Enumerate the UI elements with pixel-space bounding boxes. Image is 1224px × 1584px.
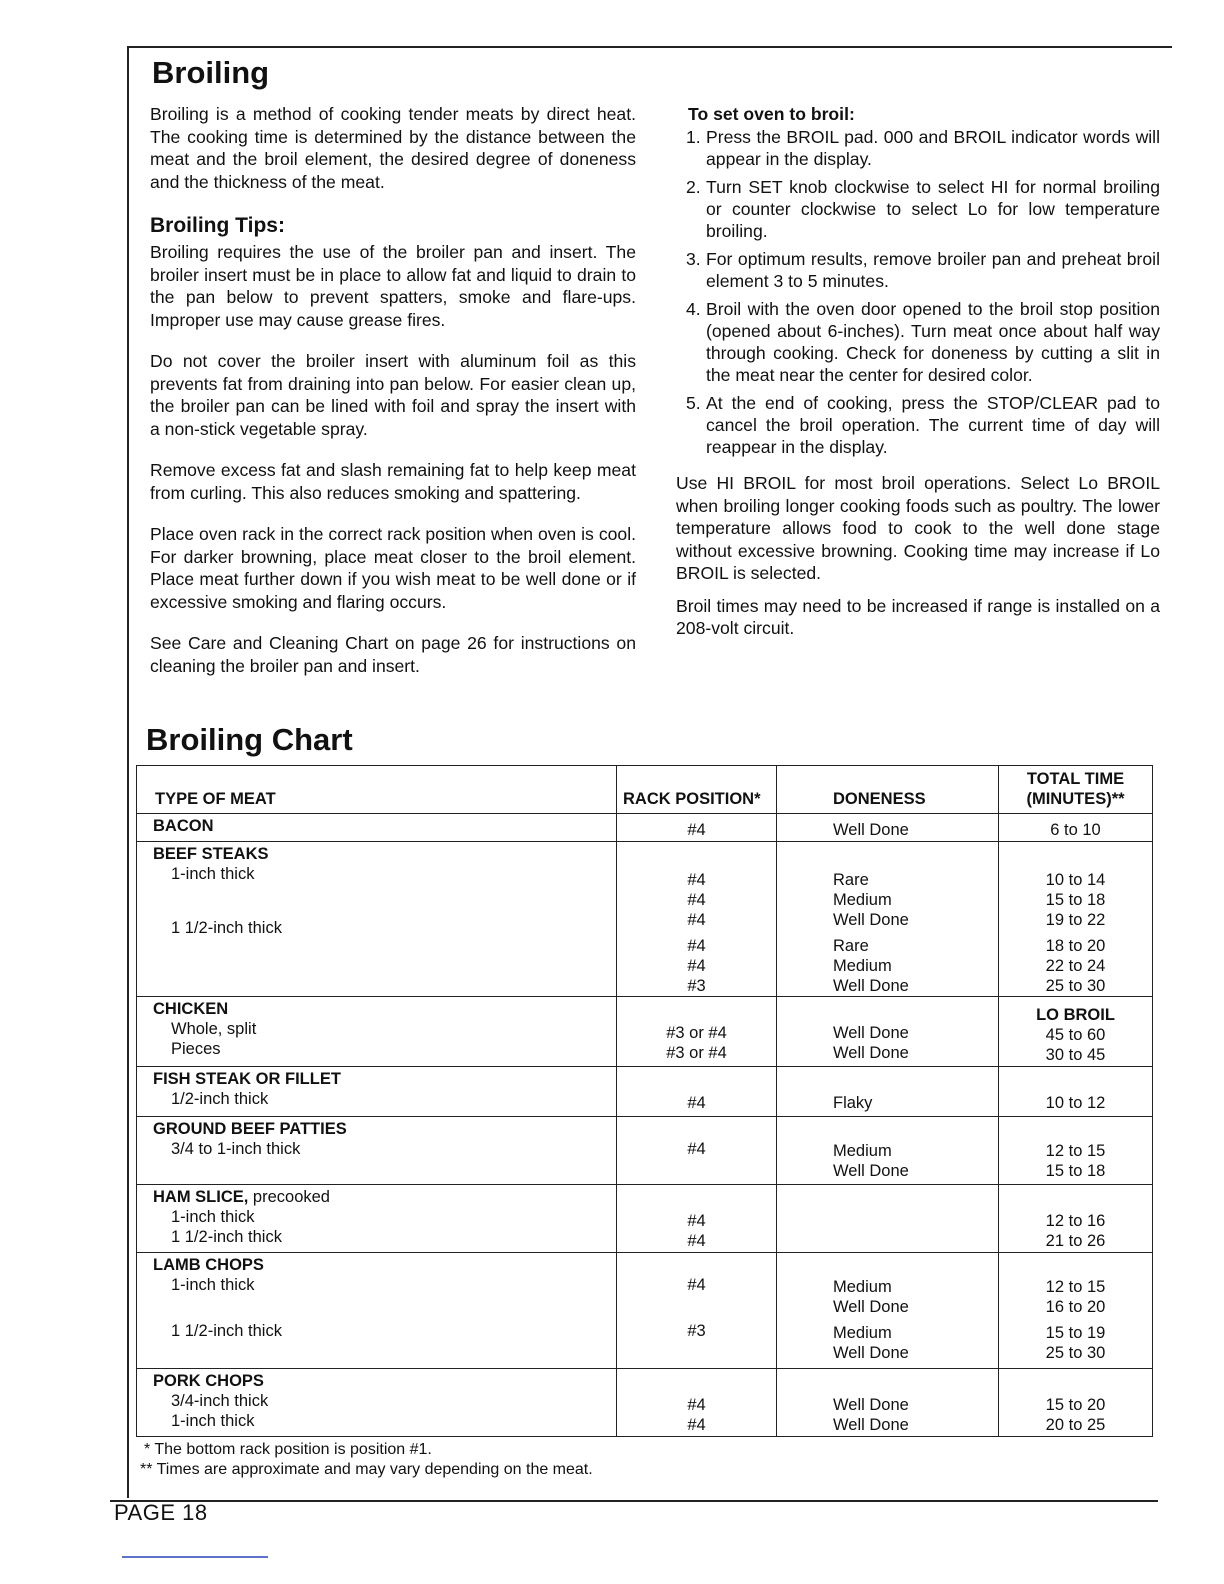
broil-step: 5. At the end of cooking, press the STOP/CLEAR pad to cancel the broil operation. The current time of day will reappear in the display. — [686, 393, 1160, 457]
bottom-rule — [110, 1500, 1158, 1502]
page-link-underline — [122, 1556, 268, 1558]
header-doneness: DONENESS — [777, 766, 999, 814]
broiling-left-column — [150, 103, 636, 677]
left-rule — [127, 46, 129, 1498]
page-number: PAGE 18 — [114, 1500, 208, 1525]
broil-step: 4. Broil with the oven door opened to the broil stop position (opened about 6-inches). Turn meat once about half way through cooking. Check for doneness by cutting a slit in the meat near the center for desired color. — [686, 299, 1160, 385]
broiling-intro: Broiling is a method of cooking tender meats by direct heat. The cooking time is determined by the distance between the meat and the broil element, the desired degree of doneness and the thickness of the meat. — [150, 104, 636, 192]
set-broil-title: To set oven to broil: — [688, 104, 855, 124]
table-header-row — [137, 766, 1153, 814]
broil-step: 2. Turn SET knob clockwise to select HI for normal broiling or counter clockwise to select Lo for low temperature broiling. — [686, 177, 1160, 241]
tip-rack-position: Place oven rack in the correct rack position when oven is cool. For darker browning, place meat closer to the broil element. Place meat further down if you wish meat to be well done or if excessive smoking and flaring occurs. — [150, 524, 636, 612]
broil-steps — [676, 126, 1160, 458]
table-row-chicken: CHICKEN Whole, split Pieces #3 or #4 #3 or #4 Well Done Well Done LO BROIL 45 to 60 30 to 45 — [137, 997, 1153, 1067]
voltage-note: Broil times may need to be increased if range is installed on a 208-volt circuit. — [676, 595, 1160, 638]
broil-step: 3. For optimum results, remove broiler pan and preheat broil element 3 to 5 minutes. — [686, 249, 1160, 291]
top-rule — [128, 46, 1172, 48]
broiling-title: Broiling — [152, 55, 270, 90]
broil-step: 1. Press the BROIL pad. 000 and BROIL indicator words will appear in the display. — [686, 127, 1160, 169]
table-row-fish: FISH STEAK OR FILLET 1/2-inch thick #4 Flaky 10 to 12 — [137, 1067, 1153, 1117]
broiling-chart-table — [136, 765, 1153, 1437]
table-row-ground-beef: GROUND BEEF PATTIES 3/4 to 1-inch thick #4 Medium Well Done 12 to 15 15 to 18 — [137, 1117, 1153, 1185]
table-row-beef-steaks: BEEF STEAKS 1-inch thick 1 1/2-inch thick #4 #4 #4 #4 #4 #3 Rare Medium Well Done Rare Medium Well Done 10 to 14 15 to 18 19 to 22 18 to 20 22 to 24 25 to 30 — [137, 842, 1153, 997]
footnote-rack-position: * The bottom rack position is position #1. — [144, 1441, 432, 1458]
broiling-chart-title: Broiling Chart — [146, 722, 353, 757]
table-row-bacon: BACON #4 Well Done 6 to 10 — [137, 814, 1153, 842]
header-rack-position: RACK POSITION* — [617, 766, 777, 814]
table-row-pork: PORK CHOPS 3/4-inch thick 1-inch thick #4 #4 Well Done Well Done 15 to 20 20 to 25 — [137, 1369, 1153, 1437]
header-total-time: TOTAL TIME (MINUTES)** — [999, 766, 1153, 814]
footnote-times-approximate: ** Times are approximate and may vary depending on the meat. — [140, 1461, 593, 1478]
header-type-of-meat: TYPE OF MEAT — [137, 766, 617, 814]
tip-aluminum-foil: Do not cover the broiler insert with aluminum foil as this prevents fat from draining into pan below. For easier clean up, the broiler pan can be lined with foil and spray the insert with a non-stick vegetable spray. — [150, 351, 636, 439]
hi-broil-note: Use HI BROIL for most broil operations. Select Lo BROIL when broiling longer cooking foods such as poultry. The lower temperature allows food to cook to the well done stage without excessive browning. Cooking time may increase if Lo BROIL is selected. — [676, 473, 1160, 583]
table-row-ham: HAM SLICE, precooked 1-inch thick 1 1/2-inch thick #4 #4 12 to 16 21 to 26 — [137, 1185, 1153, 1253]
table-row-lamb: LAMB CHOPS 1-inch thick 1 1/2-inch thick #4 #3 Medium Well Done Medium Well Done 12 to 15 16 to 20 15 to 19 25 to 30 — [137, 1253, 1153, 1369]
broiling-tips-title: Broiling Tips: — [150, 214, 285, 237]
tip-broiler-pan: Broiling requires the use of the broiler pan and insert. The broiler insert must be in place to allow fat and liquid to drain to the pan below to prevent spatters, smoke and flare-ups. Improper use may cause grease fires. — [150, 242, 636, 330]
broiling-right-column — [676, 103, 1160, 640]
tip-care-cleaning: See Care and Cleaning Chart on page 26 for instructions on cleaning the broiler pan and insert. — [150, 633, 636, 676]
tip-excess-fat: Remove excess fat and slash remaining fat to help keep meat from curling. This also reduces smoking and spattering. — [150, 460, 636, 503]
